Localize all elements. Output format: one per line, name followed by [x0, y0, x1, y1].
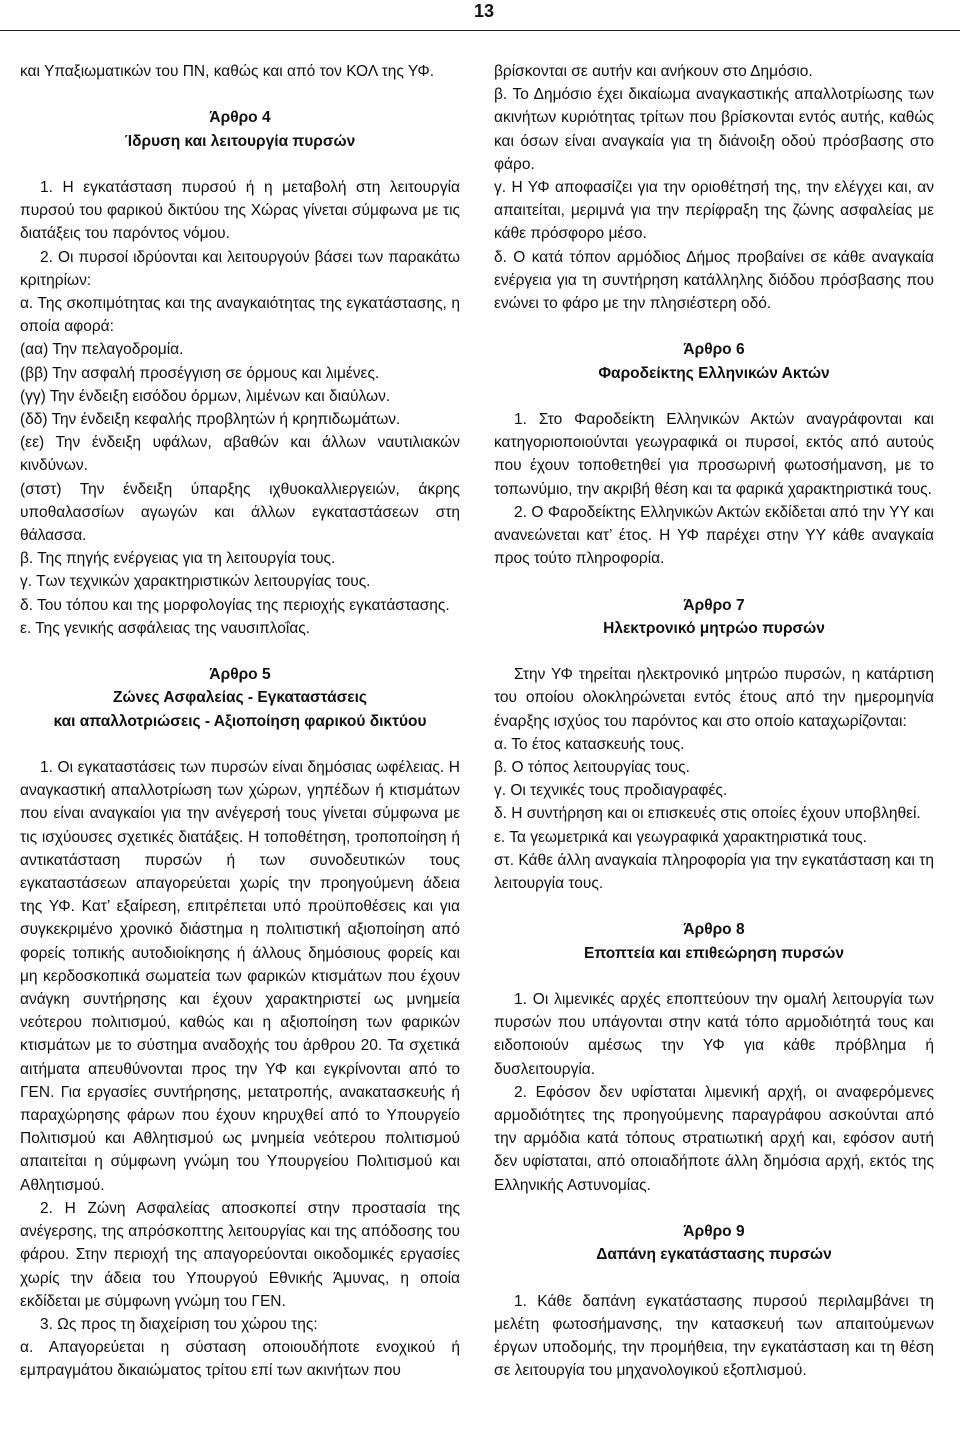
spacer	[494, 640, 934, 663]
paragraph: ε. Της γενικής ασφάλειας της ναυσιπλοΐας.	[20, 619, 311, 637]
article-heading: Φαροδείκτης Ελληνικών Ακτών	[598, 364, 830, 382]
article-heading: Άρθρο 4	[209, 109, 271, 127]
paragraph: (εε) Την ένδειξη υφάλων, αβαθών και άλλων ναυτιλιακών κινδύνων.	[20, 434, 460, 475]
page-number: 13	[473, 1, 494, 21]
left-column	[20, 60, 460, 1383]
paragraph: 2. Η Ζώνη Ασφαλείας αποσκοπεί στην προστασία της ανέγερσης, της απρόσκοπτης λειτουργίας και της απόδοσης του φάρου. Στην περιοχή της απαγορεύονται οικοδομικές εργασίες χωρίς την άδεια του Υπουργού Εθνικής Άμυνας, η οποία εκδίδεται με σύμφωνη γνώμη του ΓΕΝ.	[20, 1199, 460, 1310]
article-heading: Άρθρο 8	[683, 921, 745, 939]
paragraph: γ. Οι τεχνικές τους προδιαγραφές.	[494, 782, 728, 800]
paragraph: 1. Οι λιμενικές αρχές εποπτεύουν την ομαλή λειτουργία των πυρσών που υπάγονται στην κατά τόπο αρμοδιότητά τους και ειδοποιούν αμέσως την ΥΦ για κάθε πρόβλημα ή δυσλειτουργία.	[494, 991, 934, 1078]
paragraph: στ. Κάθε άλλη αναγκαία πληροφορία για την εγκατάσταση και τη λειτουργία τους.	[494, 851, 934, 893]
paragraph: (στστ) Την ένδειξη ύπαρξης ιχθυοκαλλιεργειών, άκρης υποθαλασσίων αγωγών και άλλων εγκαταστάσεων στη θάλασσα.	[20, 480, 460, 545]
paragraph: β. Το Δημόσιο έχει δικαίωμα αναγκαστικής απαλλοτρίωσης των ακινήτων κυριότητας τρίτων που βρίσκονται εντός αυτής, καθώς και όσων είναι αναγκαία για τη διάνοιξη οδού πρόσβασης στο φάρο.	[494, 86, 934, 173]
paragraph: Στην ΥΦ τηρείται ηλεκτρονικό μητρώο πυρσών, η κατάρτιση του οποίου ολοκληρώνεται εντός έτους από την ημερομηνία έναρξης ισχύος του παρόντος και στο οποίο καταχωρίζονται:	[494, 666, 934, 730]
paragraph: (ββ) Την ασφαλή προσέγγιση σε όρμους και λιμένες.	[20, 364, 380, 382]
article-heading: Ηλεκτρονικό μητρώο πυρσών	[603, 619, 825, 637]
article-heading: και απαλλοτριώσεις - Αξιοποίηση φαρικού δικτύου	[53, 712, 427, 730]
paragraph: (δδ) Την ένδειξη κεφαλής προβλητών ή κρηπιδωμάτων.	[20, 411, 401, 429]
spacer	[494, 895, 934, 918]
paragraph: δ. Του τόπου και της μορφολογίας της περιοχής εγκατάστασης.	[20, 596, 450, 614]
paragraph: (γγ) Την ένδειξη εισόδου όρμων, λιμένων και διαύλων.	[20, 387, 391, 405]
article-heading: Άρθρο 6	[683, 341, 745, 359]
spacer	[494, 570, 934, 593]
spacer	[494, 385, 934, 408]
paragraph: 1. Κάθε δαπάνη εγκατάστασης πυρσού περιλαμβάνει τη μελέτη φωτοσήμανσης, την κατασκευή των απαιτούμενων έργων υποδομής, την προμήθεια, την εγκατάσταση και τη θέση σε λειτουργία του μηχανολογικού εξοπλισμού.	[494, 1292, 934, 1380]
spacer	[494, 1266, 934, 1289]
article-heading: Ζώνες Ασφαλείας - Εγκαταστάσεις	[113, 689, 367, 707]
spacer	[20, 83, 460, 106]
paragraph: και Υπαξιωματικών του ΠΝ, καθώς και από τον ΚΟΛ της ΥΦ.	[20, 63, 435, 80]
paragraph: β. Της πηγής ενέργειας για τη λειτουργία τους.	[20, 550, 336, 568]
paragraph: γ. Η ΥΦ αποφασίζει για την οριοθέτησή της, την ελέγχει και, αν απαιτείται, μεριμνά για την περίφραξη της ζώνης ασφαλείας με κάθε πρόσφορο μέσο.	[494, 179, 934, 243]
paragraph: α. Απαγορεύεται η σύσταση οποιουδήποτε ενοχικού ή εμπραγμάτου δικαιώματος τρίτου επί των ακινήτων που	[20, 1339, 460, 1380]
paragraph: 3. Ως προς τη διαχείριση του χώρου της:	[40, 1315, 318, 1333]
header-rule	[0, 30, 960, 31]
spacer	[494, 1197, 934, 1220]
paragraph: ε. Τα γεωμετρικά και γεωγραφικά χαρακτηριστικά τους.	[494, 828, 867, 846]
spacer	[20, 640, 460, 663]
article-heading: Άρθρο 5	[209, 666, 271, 684]
paragraph: δ. Ο κατά τόπον αρμόδιος Δήμος προβαίνει σε κάθε αναγκαία ενέργεια για τη συντήρηση κατάλληλης διόδου πρόσβασης που ενώνει το φάρο με την πλησιέστερη οδό.	[494, 248, 934, 313]
paragraph: 2. Ο Φαροδείκτης Ελληνικών Ακτών εκδίδεται από την ΥΥ και ανανεώνεται κατ’ έτος. Η ΥΦ παρέχει στην ΥΥ κάθε αναγκαία προς τούτο πληροφορία.	[494, 503, 934, 568]
paragraph: 1. Η εγκατάσταση πυρσού ή η μεταβολή στη λειτουργία πυρσού του φαρικού δικτύου της Χώρας γίνεται σύμφωνα με τις διατάξεις του παρόντος νόμου.	[20, 178, 460, 243]
paragraph: β. Ο τόπος λειτουργίας τους.	[494, 759, 690, 777]
paragraph: 1. Στο Φαροδείκτη Ελληνικών Ακτών αναγράφονται και κατηγοριοποιούνται γεωγραφικά οι πυρσοί, εκτός από αυτούς που έχουν τοποθετηθεί για προσωρινή φωτοσήμανση, με το τοπωνύμιο, την ακριβή θέση και τα φαρικά χαρακτηριστικά τους.	[494, 411, 934, 498]
paragraph: α. Της σκοπιμότητας και της αναγκαιότητας της εγκατάστασης, η οποία αφορά:	[20, 295, 460, 336]
article-heading: Ίδρυση και λειτουργία πυρσών	[124, 132, 356, 150]
spacer	[20, 153, 460, 176]
spacer	[494, 965, 934, 988]
paragraph: βρίσκονται σε αυτήν και ανήκουν στο Δημόσιο.	[494, 63, 813, 80]
article-heading: Άρθρο 9	[683, 1223, 745, 1241]
paragraph: δ. Η συντήρηση και οι επισκευές στις οποίες έχουν υποβληθεί.	[494, 805, 921, 823]
right-column	[494, 60, 934, 1382]
spacer	[20, 733, 460, 756]
paragraph: γ. Των τεχνικών χαρακτηριστικών λειτουργίας τους.	[20, 573, 371, 591]
paragraph: 2. Εφόσον δεν υφίσταται λιμενική αρχή, οι αναφερόμενες αρμοδιότητες της προηγούμενης παραγράφου ασκούνται από την αρμόδια κατά τόπους στρατιωτική αρχή και, εφόσον αυτή δεν υφίσταται, από οποιαδήποτε άλλη δημόσια αρχή, εκτός της Ελληνικής Αστυνομίας.	[494, 1083, 934, 1194]
article-heading: Δαπάνη εγκατάστασης πυρσών	[596, 1246, 832, 1264]
paragraph: 2. Οι πυρσοί ιδρύονται και λειτουργούν βάσει των παρακάτω κριτηρίων:	[20, 248, 460, 289]
article-heading: Άρθρο 7	[683, 596, 745, 614]
article-heading: Εποπτεία και επιθεώρηση πυρσών	[584, 944, 844, 962]
paragraph: 1. Οι εγκαταστάσεις των πυρσών είναι δημόσιας ωφέλειας. Η αναγκαστική απαλλοτρίωση των χώρων, γηπέδων ή κτισμάτων που είναι αναγκαίοι για την ανέγερσή τους γίνεται σύμφωνα με τις ισχύουσες σχετικές διατάξεις. Η τοποθέτηση, τροποποίηση ή αντικατάσταση πυρσών ή των συνοδευτικών τους εγκαταστάσεων απαγορεύεται χωρίς την προηγούμενη άδεια της ΥΦ. Κατ’ εξαίρεση, επιτρέπεται υπό προϋποθέσεις και για συγκεκριμένο χρονικό διάστημα η πολιτιστική αξιοποίηση από φορείς τοπικής αυτοδιοίκησης ή άλλους δημόσιους φορείς και μη κερδοσκοπικά σωματεία των φαρικών κτισμάτων που έχουν ανάγκη συντήρησης και έχουν χαρακτηριστεί ως μνημεία νεότερου πολιτισμού, καθώς και η αξιοποίηση των φαρικών κτισμάτων με το σύστημα αναδοχής του άρθρου 20. Τα σχετικά αιτήματα απευθύνονται προς την ΥΦ και εγκρίνονται από το ΓΕΝ. Για εργασίες συντήρησης, μετατροπής, ανακατασκευής ή παραχώρησης φάρων που έχουν κηρυχθεί από το Υπουργείο Πολιτισμού και Αθλητισμού ως μνημεία νεότερου πολιτισμού απαιτείται η σύμφωνη γνώμη του Υπουργείου Πολιτισμού και Αθλητισμού.	[20, 759, 460, 1194]
spacer	[494, 315, 934, 338]
paragraph: α. Το έτος κατασκευής τους.	[494, 735, 685, 753]
paragraph: (αα) Την πελαγοδρομία.	[20, 341, 184, 359]
